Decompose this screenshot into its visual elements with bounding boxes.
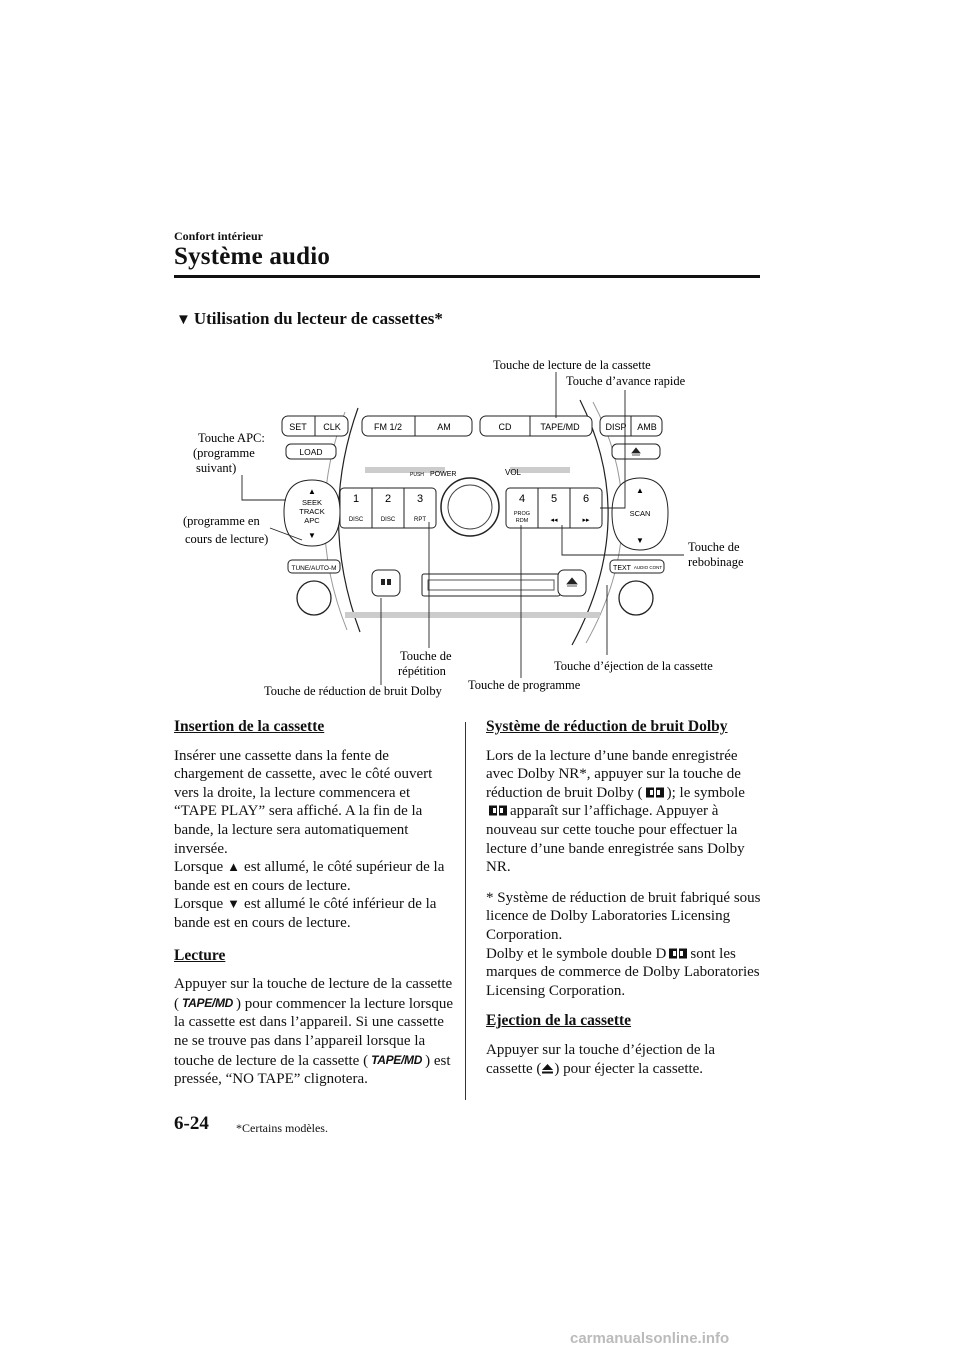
- insert-lower-side: Lorsque ▼ est allumé le côté inférieur de la bande est en cours de lecture.: [174, 896, 437, 931]
- seek-label: SEEK: [301, 498, 323, 507]
- label-ff: Touche d’avance rapide: [566, 374, 686, 388]
- svg-text:▲: ▲: [308, 487, 316, 496]
- tapemd-icon: TAPE/MD: [182, 995, 234, 1010]
- label-play: Touche de lecture de la cassette: [493, 358, 651, 372]
- dolby-paragraph: Lors de la lecture d’une bande enregistrée avec Dolby NR*, appuyer sur la touche de réduction de bruit Dolby ( ); le symboleapparaît sur l’affichage. Appuyer à nouveau sur cette touche pour effectuer la lecture d’une bande enregistrée sans Dolby NR.: [486, 747, 745, 876]
- label-current-2: cours de lecture): [185, 532, 269, 546]
- push-label: PUSH: [410, 472, 424, 478]
- tune-knob: [297, 581, 331, 615]
- tapemd-icon: TAPE/MD: [371, 1052, 423, 1067]
- label-current-1: (programme en: [183, 514, 260, 528]
- am-label: AM: [437, 422, 451, 432]
- svg-text:▲: ▲: [636, 486, 644, 495]
- dolby-icon: [645, 787, 665, 798]
- label-apc-3: suivant): [196, 461, 237, 475]
- column-divider: [465, 722, 466, 1100]
- cd-label: CD: [498, 422, 512, 432]
- page-title: Système audio: [174, 243, 331, 270]
- label-rewind-2: rebobinage: [688, 555, 744, 569]
- prog-label: PROG: [513, 511, 531, 517]
- disp-label: DISP: [605, 422, 627, 432]
- label-program: Touche de programme: [468, 678, 581, 692]
- eject-icon: [541, 1063, 554, 1074]
- up-triangle-icon: ▲: [227, 859, 241, 875]
- svg-text:▸▸: ▸▸: [582, 517, 590, 524]
- dolby-icon: [488, 805, 508, 816]
- load-label: LOAD: [299, 447, 323, 457]
- dolby-icon: [668, 948, 688, 959]
- set-label: SET: [289, 422, 307, 432]
- subsection-title-text: Utilisation du lecteur de cassettes*: [193, 309, 443, 328]
- disc-up-label: DISC: [380, 517, 396, 523]
- play-heading: Lecture: [174, 946, 226, 964]
- audio-label: AUDIO CONT: [633, 565, 663, 570]
- label-repeat-2: répétition: [398, 664, 446, 678]
- svg-text:▼: ▼: [308, 531, 316, 540]
- label-dolby: Touche de réduction de bruit Dolby: [264, 684, 442, 698]
- label-apc-2: (programme: [193, 446, 255, 460]
- left-column: [174, 718, 456, 1101]
- play-paragraph: Appuyer sur la touche de lecture de la cassette ( TAPE/MD ) pour commencer la lecture lorsque la cassette est dans l’appareil. Si une cassette ne se trouve pas dans l’appareil lorsque la touche de lecture de la cassette ( TAPE/MD ) est pressée, “NO TAPE” clignotera.: [174, 976, 454, 1088]
- scan-label: SCAN: [629, 509, 651, 518]
- footer-note: *Certains modèles.: [236, 1121, 328, 1135]
- insert-heading: Insertion de la cassette: [174, 718, 325, 735]
- rdm-label: RDM: [515, 518, 529, 524]
- section-name: Confort intérieur: [174, 229, 263, 243]
- eject-heading: Ejection de la cassette: [486, 1012, 632, 1030]
- clk-label: CLK: [323, 422, 341, 432]
- label-repeat-1: Touche de: [400, 649, 452, 663]
- eject-paragraph: Appuyer sur la touche d’éjection de la cassette ( ) pour éjecter la cassette.: [486, 1041, 716, 1077]
- tune-label: TUNE/AUTO-M: [291, 565, 337, 572]
- disc-down-label: DISC: [348, 517, 364, 523]
- p5-label: 5: [550, 493, 558, 505]
- label-eject: Touche d’éjection de la cassette: [554, 659, 713, 673]
- watermark: carmanualsonline.info: [570, 1330, 730, 1347]
- volume-knob: [441, 478, 499, 536]
- dolby-heading: Système de réduction de bruit Dolby: [486, 718, 728, 735]
- insert-upper-side: Lorsque ▲ est allumé, le côté supérieur de la bande est en cours de lecture.: [174, 859, 445, 894]
- p4-label: 4: [518, 493, 526, 505]
- rpt-label: RPT: [414, 517, 426, 523]
- tapemd-label: TAPE/MD: [540, 422, 580, 432]
- svg-text:◂◂: ◂◂: [550, 517, 558, 524]
- vol-label: VOL: [505, 468, 522, 477]
- track-label: TRACK: [299, 507, 325, 516]
- p3-label: 3: [416, 493, 424, 505]
- text-label: TEXT: [613, 565, 631, 572]
- down-triangle-icon: ▼: [227, 896, 241, 912]
- apc-label: APC: [304, 516, 320, 525]
- power-label: POWER: [430, 471, 457, 478]
- p6-label: 6: [582, 493, 590, 505]
- amb-label: AMB: [637, 422, 657, 432]
- fm-label: FM 1/2: [373, 422, 403, 432]
- dolby-note-1: * Système de réduction de bruit fabriqué sous licence de Dolby Laboratories Licensing Corporation.: [486, 889, 761, 943]
- right-column: [486, 718, 762, 1090]
- label-apc-1: Touche APC:: [198, 431, 265, 445]
- svg-text:▼: ▼: [636, 536, 644, 545]
- dolby-button: [372, 570, 400, 596]
- audio-knob: [619, 581, 653, 615]
- p1-label: 1: [352, 493, 360, 505]
- label-rewind-1: Touche de: [688, 540, 740, 554]
- down-triangle-icon: ▼: [176, 312, 191, 328]
- page-number: 6-24: [174, 1113, 209, 1134]
- p2-label: 2: [384, 493, 392, 505]
- insert-paragraph: Insérer une cassette dans la fente de chargement de cassette, avec le côté ouvert vers la droite, la lecture commencera et “TAPE PLAY” sera affiché. A la fin de la bande, la lecture sera automatiquement inversée.: [174, 747, 433, 857]
- dolby-note-2: Dolby et le symbole double D sont les marques de commerce de Dolby Laboratories Licensing Corporation.: [486, 945, 760, 999]
